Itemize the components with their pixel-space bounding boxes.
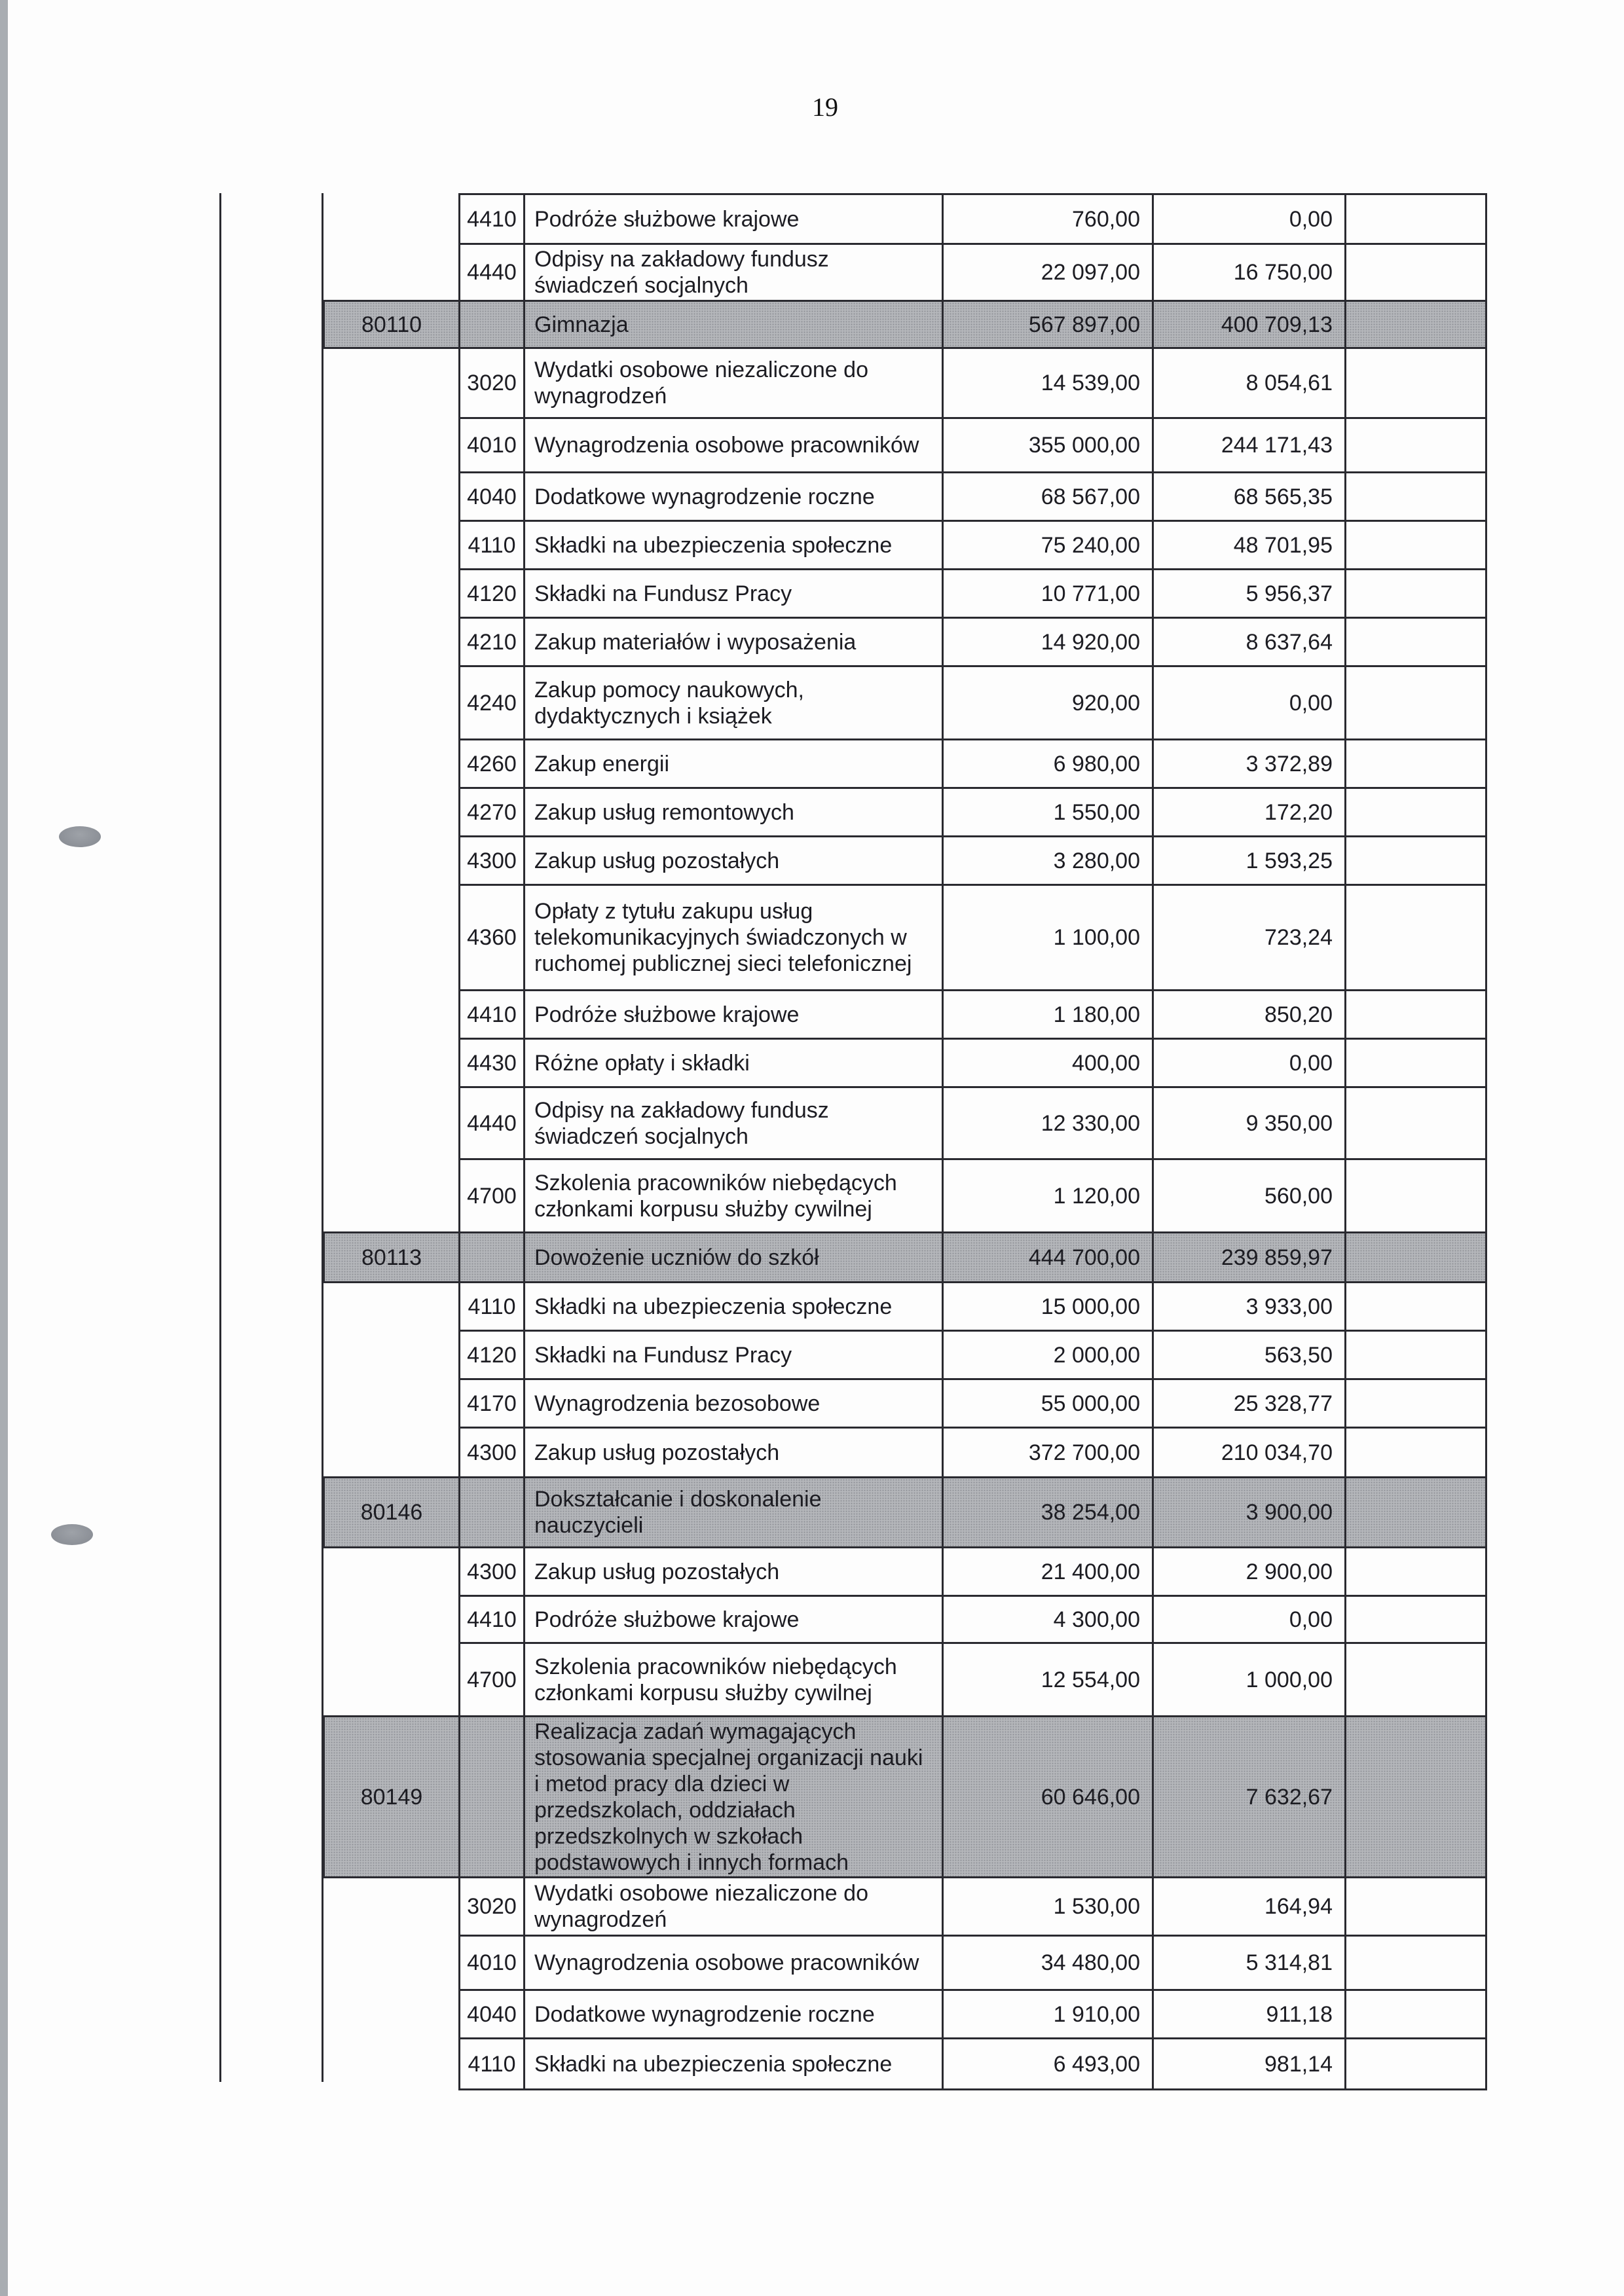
execution-amount-cell: 8 637,64 <box>1153 618 1346 666</box>
description-cell: Gimnazja <box>525 301 943 348</box>
description-cell: Dodatkowe wynagrodzenie roczne <box>525 1990 943 2039</box>
section-code-cell <box>324 348 460 418</box>
section-code-cell <box>324 473 460 521</box>
execution-amount-cell: 981,14 <box>1153 2039 1346 2090</box>
table-row <box>324 618 1486 666</box>
paragraph-code-cell: 4440 <box>460 1087 525 1159</box>
section-code-cell <box>324 1990 460 2039</box>
section-code-cell <box>324 666 460 740</box>
paragraph-code-cell: 4430 <box>460 1039 525 1087</box>
paragraph-code-cell: 3020 <box>460 348 525 418</box>
description-cell: Zakup usług pozostałych <box>525 837 943 885</box>
execution-amount-cell: 2 900,00 <box>1153 1548 1346 1596</box>
paragraph-code-cell: 3020 <box>460 1878 525 1936</box>
execution-amount-cell: 0,00 <box>1153 194 1346 244</box>
section-code-cell <box>324 740 460 788</box>
budget-table <box>323 193 1487 2090</box>
punch-hole <box>51 1524 93 1545</box>
section-code-cell <box>324 885 460 991</box>
execution-amount-cell: 48 701,95 <box>1153 521 1346 570</box>
description-cell: Zakup pomocy naukowych, dydaktycznych i książek <box>525 666 943 740</box>
percent-cell <box>1346 194 1486 244</box>
plan-amount-cell: 372 700,00 <box>943 1428 1153 1478</box>
section-code-cell <box>324 618 460 666</box>
description-cell: Odpisy na zakładowy fundusz świadczeń socjalnych <box>525 244 943 301</box>
execution-amount-cell: 9 350,00 <box>1153 1087 1346 1159</box>
section-code-cell <box>324 991 460 1039</box>
plan-amount-cell: 10 771,00 <box>943 570 1153 618</box>
description-cell: Dokształcanie i doskonalenie nauczycieli <box>525 1478 943 1548</box>
description-cell: Składki na ubezpieczenia społeczne <box>525 521 943 570</box>
table-row <box>324 740 1486 788</box>
section-row <box>324 1717 1486 1878</box>
section-code-cell: 80146 <box>324 1478 460 1548</box>
percent-cell <box>1346 1936 1486 1990</box>
percent-cell <box>1346 1548 1486 1596</box>
description-cell: Zakup usług pozostałych <box>525 1428 943 1478</box>
section-code-cell <box>324 1428 460 1478</box>
plan-amount-cell: 21 400,00 <box>943 1548 1153 1596</box>
percent-cell <box>1346 885 1486 991</box>
description-cell: Wynagrodzenia bezosobowe <box>525 1379 943 1428</box>
plan-amount-cell: 1 550,00 <box>943 788 1153 837</box>
table-row <box>324 473 1486 521</box>
table-row <box>324 2039 1486 2090</box>
table-row <box>324 666 1486 740</box>
paragraph-code-cell: 4410 <box>460 1596 525 1643</box>
plan-amount-cell: 400,00 <box>943 1039 1153 1087</box>
execution-amount-cell: 239 859,97 <box>1153 1233 1346 1283</box>
table-row <box>324 570 1486 618</box>
percent-cell <box>1346 666 1486 740</box>
description-cell: Podróże służbowe krajowe <box>525 991 943 1039</box>
plan-amount-cell: 12 554,00 <box>943 1643 1153 1717</box>
execution-amount-cell: 164,94 <box>1153 1878 1346 1936</box>
plan-amount-cell: 38 254,00 <box>943 1478 1153 1548</box>
execution-amount-cell: 563,50 <box>1153 1331 1346 1379</box>
section-code-cell: 80110 <box>324 301 460 348</box>
plan-amount-cell: 4 300,00 <box>943 1596 1153 1643</box>
paragraph-code-cell: 4120 <box>460 570 525 618</box>
table-row <box>324 521 1486 570</box>
table-body <box>324 194 1486 2090</box>
percent-cell <box>1346 244 1486 301</box>
plan-amount-cell: 1 910,00 <box>943 1990 1153 2039</box>
plan-amount-cell: 2 000,00 <box>943 1331 1153 1379</box>
table-row <box>324 837 1486 885</box>
percent-cell <box>1346 1643 1486 1717</box>
scan-edge-shadow <box>0 0 8 2296</box>
table-row <box>324 1331 1486 1379</box>
execution-amount-cell: 0,00 <box>1153 1596 1346 1643</box>
paragraph-code-cell: 4110 <box>460 2039 525 2090</box>
paragraph-code-cell: 4120 <box>460 1331 525 1379</box>
plan-amount-cell: 1 530,00 <box>943 1878 1153 1936</box>
table-row <box>324 1379 1486 1428</box>
table-row <box>324 885 1486 991</box>
description-cell: Składki na ubezpieczenia społeczne <box>525 2039 943 2090</box>
description-cell: Opłaty z tytułu zakupu usług telekomunikacyjnych świadczonych w ruchomej publicznej sieci telefonicznej <box>525 885 943 991</box>
plan-amount-cell: 3 280,00 <box>943 837 1153 885</box>
percent-cell <box>1346 1990 1486 2039</box>
percent-cell <box>1346 570 1486 618</box>
execution-amount-cell: 911,18 <box>1153 1990 1346 2039</box>
percent-cell <box>1346 1478 1486 1548</box>
description-cell: Zakup usług remontowych <box>525 788 943 837</box>
execution-amount-cell: 5 956,37 <box>1153 570 1346 618</box>
percent-cell <box>1346 1159 1486 1233</box>
section-code-cell <box>324 1283 460 1331</box>
description-cell: Wydatki osobowe niezaliczone do wynagrodzeń <box>525 348 943 418</box>
paragraph-code-cell: 4110 <box>460 1283 525 1331</box>
plan-amount-cell: 6 493,00 <box>943 2039 1153 2090</box>
paragraph-code-cell: 4010 <box>460 418 525 473</box>
paragraph-code-cell: 4410 <box>460 194 525 244</box>
description-cell: Szkolenia pracowników niebędących członkami korpusu służby cywilnej <box>525 1643 943 1717</box>
table-row <box>324 991 1486 1039</box>
plan-amount-cell: 920,00 <box>943 666 1153 740</box>
table-row <box>324 418 1486 473</box>
execution-amount-cell: 8 054,61 <box>1153 348 1346 418</box>
percent-cell <box>1346 1087 1486 1159</box>
description-cell: Podróże służbowe krajowe <box>525 194 943 244</box>
table-row <box>324 1087 1486 1159</box>
section-code-cell: 80113 <box>324 1233 460 1283</box>
section-code-cell <box>324 1936 460 1990</box>
description-cell: Zakup materiałów i wyposażenia <box>525 618 943 666</box>
percent-cell <box>1346 837 1486 885</box>
description-cell: Podróże służbowe krajowe <box>525 1596 943 1643</box>
section-code-cell <box>324 2039 460 2090</box>
section-code-cell <box>324 837 460 885</box>
section-code-cell <box>324 521 460 570</box>
percent-cell <box>1346 1596 1486 1643</box>
plan-amount-cell: 760,00 <box>943 194 1153 244</box>
paragraph-code-cell: 4240 <box>460 666 525 740</box>
paragraph-code-cell: 4300 <box>460 837 525 885</box>
paragraph-code-cell: 4410 <box>460 991 525 1039</box>
plan-amount-cell: 12 330,00 <box>943 1087 1153 1159</box>
execution-amount-cell: 3 900,00 <box>1153 1478 1346 1548</box>
paragraph-code-cell <box>460 1717 525 1878</box>
punch-hole <box>59 826 101 847</box>
table-row <box>324 1990 1486 2039</box>
percent-cell <box>1346 2039 1486 2090</box>
description-cell: Składki na Fundusz Pracy <box>525 1331 943 1379</box>
paragraph-code-cell: 4110 <box>460 521 525 570</box>
execution-amount-cell: 3 933,00 <box>1153 1283 1346 1331</box>
section-code-cell <box>324 1087 460 1159</box>
section-row <box>324 1478 1486 1548</box>
table-row <box>324 1548 1486 1596</box>
description-cell: Zakup usług pozostałych <box>525 1548 943 1596</box>
execution-amount-cell: 5 314,81 <box>1153 1936 1346 1990</box>
section-code-cell: 80149 <box>324 1717 460 1878</box>
table-row <box>324 1039 1486 1087</box>
section-code-cell <box>324 1159 460 1233</box>
paragraph-code-cell <box>460 1478 525 1548</box>
execution-amount-cell: 400 709,13 <box>1153 301 1346 348</box>
percent-cell <box>1346 740 1486 788</box>
section-code-cell <box>324 244 460 301</box>
execution-amount-cell: 25 328,77 <box>1153 1379 1346 1428</box>
execution-amount-cell: 210 034,70 <box>1153 1428 1346 1478</box>
paragraph-code-cell: 4700 <box>460 1643 525 1717</box>
percent-cell <box>1346 618 1486 666</box>
description-cell: Dodatkowe wynagrodzenie roczne <box>525 473 943 521</box>
plan-amount-cell: 1 180,00 <box>943 991 1153 1039</box>
plan-amount-cell: 444 700,00 <box>943 1233 1153 1283</box>
section-code-cell <box>324 1039 460 1087</box>
paragraph-code-cell: 4300 <box>460 1428 525 1478</box>
paragraph-code-cell <box>460 301 525 348</box>
plan-amount-cell: 1 120,00 <box>943 1159 1153 1233</box>
page-number: 19 <box>812 92 838 122</box>
percent-cell <box>1346 1717 1486 1878</box>
description-cell: Zakup energii <box>525 740 943 788</box>
paragraph-code-cell: 4700 <box>460 1159 525 1233</box>
execution-amount-cell: 723,24 <box>1153 885 1346 991</box>
percent-cell <box>1346 348 1486 418</box>
plan-amount-cell: 14 539,00 <box>943 348 1153 418</box>
percent-cell <box>1346 473 1486 521</box>
execution-amount-cell: 0,00 <box>1153 1039 1346 1087</box>
description-cell: Składki na ubezpieczenia społeczne <box>525 1283 943 1331</box>
plan-amount-cell: 6 980,00 <box>943 740 1153 788</box>
table-row <box>324 1643 1486 1717</box>
table-row <box>324 1596 1486 1643</box>
description-cell: Szkolenia pracowników niebędących członkami korpusu służby cywilnej <box>525 1159 943 1233</box>
paragraph-code-cell: 4360 <box>460 885 525 991</box>
plan-amount-cell: 14 920,00 <box>943 618 1153 666</box>
percent-cell <box>1346 1878 1486 1936</box>
plan-amount-cell: 15 000,00 <box>943 1283 1153 1331</box>
execution-amount-cell: 1 000,00 <box>1153 1643 1346 1717</box>
table-row <box>324 244 1486 301</box>
table-row <box>324 1159 1486 1233</box>
execution-amount-cell: 7 632,67 <box>1153 1717 1346 1878</box>
section-code-cell <box>324 1548 460 1596</box>
paragraph-code-cell: 4260 <box>460 740 525 788</box>
plan-amount-cell: 567 897,00 <box>943 301 1153 348</box>
execution-amount-cell: 244 171,43 <box>1153 418 1346 473</box>
percent-cell <box>1346 1379 1486 1428</box>
percent-cell <box>1346 788 1486 837</box>
description-cell: Dowożenie uczniów do szkół <box>525 1233 943 1283</box>
section-code-cell <box>324 1878 460 1936</box>
paragraph-code-cell: 4040 <box>460 473 525 521</box>
section-row <box>324 301 1486 348</box>
section-code-cell <box>324 418 460 473</box>
table-row <box>324 1428 1486 1478</box>
plan-amount-cell: 34 480,00 <box>943 1936 1153 1990</box>
execution-amount-cell: 1 593,25 <box>1153 837 1346 885</box>
table-row <box>324 788 1486 837</box>
section-code-cell <box>324 1643 460 1717</box>
description-cell: Realizacja zadań wymagających stosowania specjalnej organizacji nauki i metod pracy dla dzieci w przedszkolach, oddziałach przedszkolnych w szkołach podstawowych i innych formach <box>525 1717 943 1878</box>
percent-cell <box>1346 1331 1486 1379</box>
paragraph-code-cell: 4010 <box>460 1936 525 1990</box>
section-code-cell <box>324 1331 460 1379</box>
table-row <box>324 194 1486 244</box>
execution-amount-cell: 0,00 <box>1153 666 1346 740</box>
table-row <box>324 348 1486 418</box>
paragraph-code-cell: 4300 <box>460 1548 525 1596</box>
section-code-cell <box>324 194 460 244</box>
paragraph-code-cell: 4270 <box>460 788 525 837</box>
percent-cell <box>1346 1428 1486 1478</box>
plan-amount-cell: 22 097,00 <box>943 244 1153 301</box>
description-cell: Wynagrodzenia osobowe pracowników <box>525 1936 943 1990</box>
section-code-cell <box>324 1379 460 1428</box>
execution-amount-cell: 560,00 <box>1153 1159 1346 1233</box>
paragraph-code-cell <box>460 1233 525 1283</box>
section-code-cell <box>324 788 460 837</box>
execution-amount-cell: 16 750,00 <box>1153 244 1346 301</box>
margin-line-outer <box>219 193 221 2082</box>
table-row <box>324 1878 1486 1936</box>
paragraph-code-cell: 4040 <box>460 1990 525 2039</box>
percent-cell <box>1346 521 1486 570</box>
percent-cell <box>1346 991 1486 1039</box>
description-cell: Różne opłaty i składki <box>525 1039 943 1087</box>
percent-cell <box>1346 1283 1486 1331</box>
execution-amount-cell: 850,20 <box>1153 991 1346 1039</box>
plan-amount-cell: 55 000,00 <box>943 1379 1153 1428</box>
description-cell: Odpisy na zakładowy fundusz świadczeń socjalnych <box>525 1087 943 1159</box>
paragraph-code-cell: 4440 <box>460 244 525 301</box>
plan-amount-cell: 68 567,00 <box>943 473 1153 521</box>
execution-amount-cell: 68 565,35 <box>1153 473 1346 521</box>
percent-cell <box>1346 1039 1486 1087</box>
table-row <box>324 1936 1486 1990</box>
section-code-cell <box>324 1596 460 1643</box>
section-row <box>324 1233 1486 1283</box>
plan-amount-cell: 1 100,00 <box>943 885 1153 991</box>
paragraph-code-cell: 4170 <box>460 1379 525 1428</box>
paragraph-code-cell: 4210 <box>460 618 525 666</box>
description-cell: Wynagrodzenia osobowe pracowników <box>525 418 943 473</box>
description-cell: Wydatki osobowe niezaliczone do wynagrodzeń <box>525 1878 943 1936</box>
execution-amount-cell: 172,20 <box>1153 788 1346 837</box>
description-cell: Składki na Fundusz Pracy <box>525 570 943 618</box>
section-code-cell <box>324 570 460 618</box>
table-row <box>324 1283 1486 1331</box>
plan-amount-cell: 355 000,00 <box>943 418 1153 473</box>
plan-amount-cell: 60 646,00 <box>943 1717 1153 1878</box>
execution-amount-cell: 3 372,89 <box>1153 740 1346 788</box>
percent-cell <box>1346 301 1486 348</box>
plan-amount-cell: 75 240,00 <box>943 521 1153 570</box>
percent-cell <box>1346 1233 1486 1283</box>
percent-cell <box>1346 418 1486 473</box>
